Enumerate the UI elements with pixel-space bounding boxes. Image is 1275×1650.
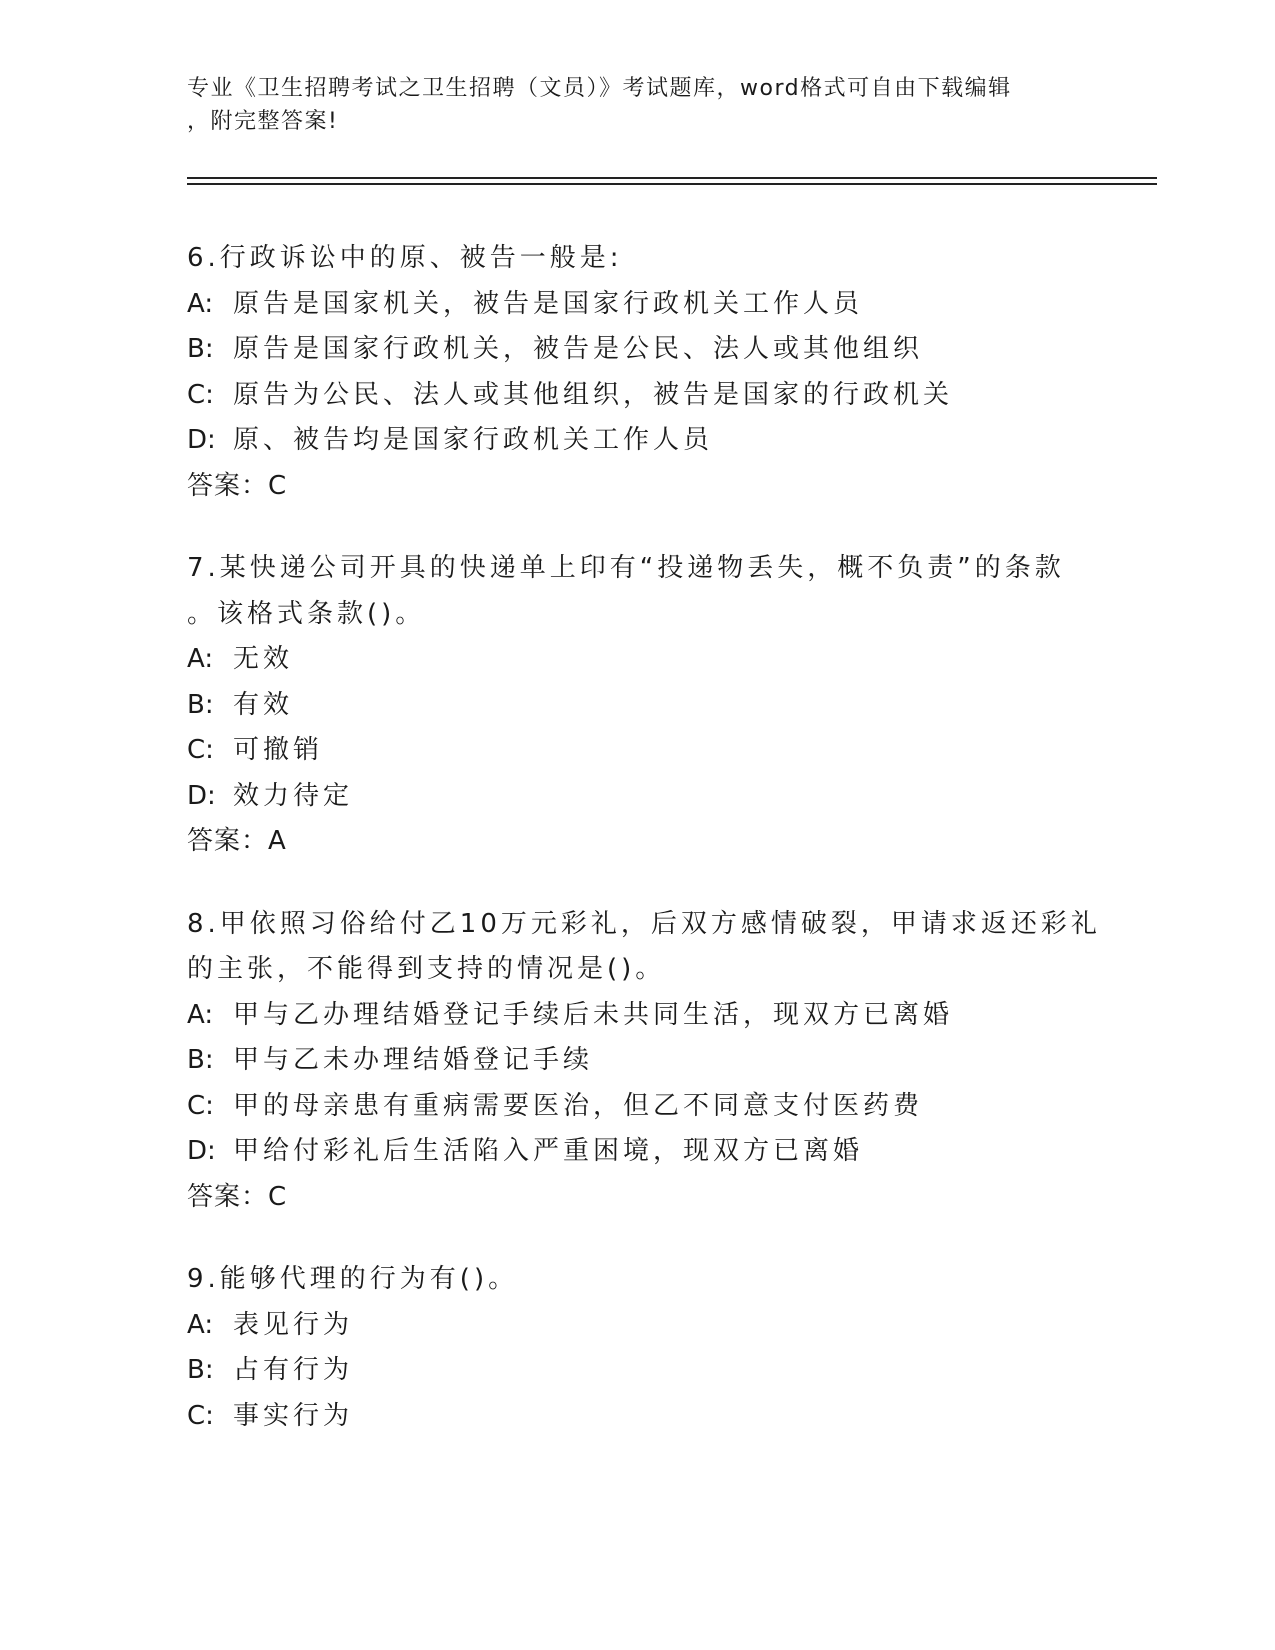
option-b	[187, 327, 1087, 373]
option-letter: A:	[187, 999, 214, 1030]
option-b	[187, 1038, 1087, 1084]
option-text: 效力待定	[233, 780, 354, 811]
option-a	[187, 637, 1087, 683]
option-letter: A:	[187, 644, 214, 674]
option-letter: D:	[187, 1136, 216, 1166]
header-line: ，附完整答案!	[187, 109, 339, 134]
option-letter: D:	[187, 780, 216, 811]
question-list	[187, 236, 1101, 1476]
option-c	[187, 1084, 1087, 1130]
option-c	[187, 728, 1087, 774]
question-6	[187, 236, 1087, 509]
option-d	[187, 1129, 1087, 1175]
option-letter: B:	[187, 1045, 214, 1075]
question-stem: 6.行政诉讼中的原、被告一般是:	[187, 243, 623, 273]
option-text: 事实行为	[233, 1400, 354, 1431]
header-divider	[187, 177, 1157, 179]
question-stem: 7.某快递公司开具的快递单上印有“投递物丢失，概不负责”的条款	[187, 553, 1065, 583]
document-header	[187, 72, 1087, 138]
option-text: 甲与乙办理结婚登记手续后未共同生活，现双方已离婚	[233, 999, 954, 1030]
option-text: 原告是国家机关，被告是国家行政机关工作人员	[233, 288, 864, 319]
question-stem: 。该格式条款()。	[187, 598, 426, 629]
option-text: 甲给付彩礼后生活陷入严重困境，现双方已离婚	[233, 1136, 864, 1166]
option-a	[187, 1303, 1087, 1349]
option-letter: B:	[187, 1355, 214, 1385]
question-8	[187, 902, 1101, 1221]
option-text: 有效	[233, 689, 294, 720]
question-stem: 的主张，不能得到支持的情况是()。	[187, 954, 666, 984]
option-letter: A:	[187, 1309, 214, 1340]
option-text: 占有行为	[233, 1355, 354, 1385]
header-divider	[187, 183, 1157, 185]
option-letter: C:	[187, 379, 214, 410]
option-d	[187, 774, 1087, 820]
option-text: 原、被告均是国家行政机关工作人员	[233, 425, 714, 455]
question-9	[187, 1257, 1087, 1439]
option-letter: B:	[187, 334, 214, 364]
option-letter: A:	[187, 288, 214, 319]
option-a	[187, 282, 1087, 328]
option-letter: C:	[187, 735, 214, 765]
option-text: 甲与乙未办理结婚登记手续	[233, 1045, 594, 1075]
question-stem: 9.能够代理的行为有()。	[187, 1264, 519, 1294]
header-line: 专业《卫生招聘考试之卫生招聘（文员）》考试题库，word格式可自由下载编辑	[187, 76, 1012, 101]
option-text: 无效	[233, 644, 294, 674]
option-letter: D:	[187, 425, 216, 455]
answer-text: 答案：A	[187, 826, 287, 856]
option-letter: C:	[187, 1400, 214, 1431]
question-7	[187, 546, 1087, 865]
answer-text: 答案：C	[187, 470, 288, 501]
option-letter: B:	[187, 689, 214, 720]
question-stem: 8.甲依照习俗给付乙10万元彩礼，后双方感情破裂，甲请求返还彩礼	[187, 908, 1101, 939]
option-text: 原告是国家行政机关，被告是公民、法人或其他组织	[233, 334, 924, 364]
option-a	[187, 993, 1087, 1039]
option-text: 表见行为	[233, 1309, 354, 1340]
option-text: 原告为公民、法人或其他组织，被告是国家的行政机关	[233, 379, 954, 410]
option-text: 可撤销	[233, 735, 324, 765]
option-b	[187, 1348, 1087, 1394]
answer-text: 答案：C	[187, 1181, 288, 1212]
option-letter: C:	[187, 1090, 214, 1121]
option-b	[187, 683, 1087, 729]
option-c	[187, 1394, 1087, 1440]
option-c	[187, 373, 1087, 419]
option-text: 甲的母亲患有重病需要医治，但乙不同意支付医药费	[233, 1090, 924, 1121]
option-d	[187, 418, 1087, 464]
